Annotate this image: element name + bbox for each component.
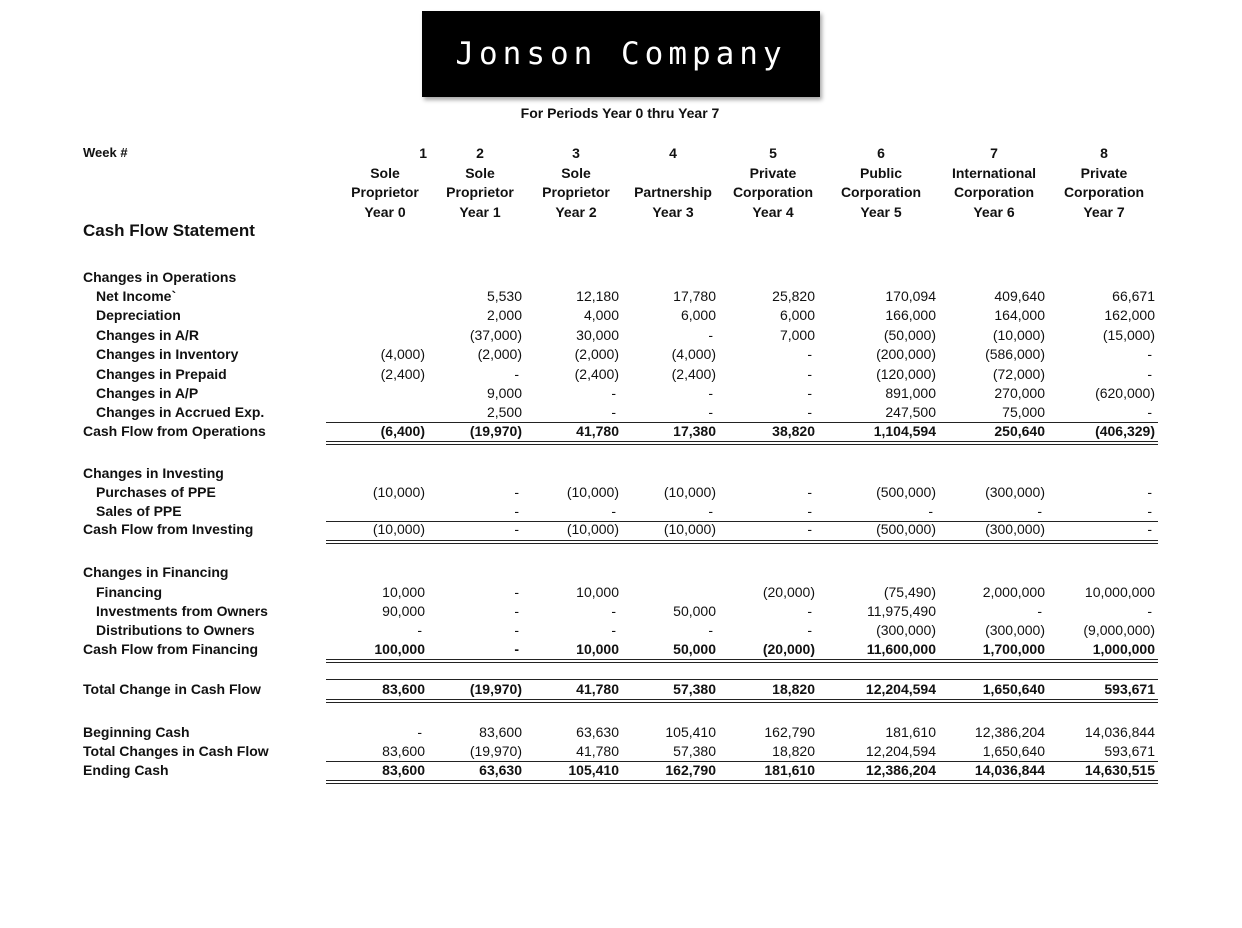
table-rule [326, 422, 1158, 423]
table-cell: - [1147, 346, 1152, 362]
column-header-num: 6 [877, 145, 885, 161]
table-cell: (10,000) [992, 327, 1045, 343]
table-cell: 1,000,000 [1092, 641, 1155, 657]
column-header-7 [934, 144, 1054, 222]
table-cell: 247,500 [885, 404, 936, 420]
table-cell: 6,000 [779, 307, 815, 323]
table-cell: 30,000 [576, 327, 619, 343]
table-cell: 1,650,640 [982, 743, 1045, 759]
table-cell: - [1147, 603, 1152, 619]
table-cell: - [807, 484, 812, 500]
row-label: Ending Cash [83, 762, 169, 778]
row-label: Depreciation [96, 307, 181, 323]
table-cell: (10,000) [372, 484, 425, 500]
row-label: Cash Flow from Operations [83, 423, 266, 439]
column-header-l3: Year 7 [1083, 203, 1125, 220]
column-header-l2: Partnership [634, 184, 712, 200]
column-header-l1: Private [749, 164, 797, 181]
column-header-l1: Sole [561, 164, 591, 181]
table-cell: (37,000) [469, 327, 522, 343]
table-cell: 14,036,844 [974, 762, 1045, 778]
row-label: Sales of PPE [96, 503, 182, 519]
statement-title: Cash Flow Statement [83, 221, 255, 240]
table-cell: - [708, 622, 713, 638]
table-cell: 25,820 [772, 288, 815, 304]
table-cell: (4,000) [380, 346, 425, 362]
table-rule [326, 702, 1158, 703]
table-cell: 10,000 [576, 584, 619, 600]
column-header-l3: Year 4 [752, 203, 794, 220]
table-cell: (620,000) [1095, 385, 1155, 401]
table-cell: 41,780 [576, 743, 619, 759]
column-header-num: 3 [572, 145, 580, 161]
table-cell: - [611, 385, 616, 401]
table-cell: (10,000) [663, 484, 716, 500]
table-cell: (4,000) [671, 346, 716, 362]
column-header-l1: Sole [465, 164, 495, 181]
table-cell: 170,094 [885, 288, 936, 304]
table-cell: 75,000 [1002, 404, 1045, 420]
table-cell: 57,380 [673, 743, 716, 759]
table-cell: (300,000) [985, 484, 1045, 500]
column-header-l1: Public [859, 164, 902, 181]
table-cell: 12,204,594 [865, 681, 936, 697]
table-cell: - [708, 327, 713, 343]
row-label: Beginning Cash [83, 724, 190, 740]
row-label: Cash Flow from Financing [83, 641, 259, 657]
table-cell: 9,000 [486, 385, 522, 401]
table-cell: (10,000) [663, 521, 716, 537]
column-header-l3: Year 5 [860, 203, 902, 220]
table-cell: 10,000,000 [1084, 584, 1155, 600]
table-cell: - [1037, 503, 1042, 519]
table-cell: (500,000) [876, 484, 936, 500]
row-label: Changes in Financing [83, 564, 229, 580]
table-cell: - [1147, 521, 1152, 537]
table-cell: - [807, 366, 812, 382]
column-header-l2: Corporation [840, 184, 922, 200]
table-cell: 90,000 [382, 603, 425, 619]
table-rule [326, 761, 1158, 762]
row-label: Changes in Prepaid [96, 366, 227, 382]
column-header-l3: Year 2 [555, 203, 597, 220]
table-cell: - [514, 503, 519, 519]
table-cell: (15,000) [1102, 327, 1155, 343]
table-cell: 38,820 [772, 423, 815, 439]
table-cell: - [1147, 404, 1152, 420]
table-cell: 83,600 [479, 724, 522, 740]
row-label: Changes in Investing [83, 465, 224, 481]
table-cell: - [928, 503, 933, 519]
table-cell: 57,380 [673, 681, 716, 697]
table-rule [326, 444, 1158, 445]
table-cell: - [611, 404, 616, 420]
table-cell: (10,000) [566, 521, 619, 537]
column-header-l1: International [951, 164, 1036, 181]
table-rule [326, 659, 1158, 660]
row-label: Changes in Inventory [96, 346, 239, 362]
table-cell: 41,780 [576, 681, 619, 697]
column-header-l2: Proprietor [446, 184, 514, 200]
column-header-l1: Sole [370, 164, 400, 181]
table-cell: 409,640 [994, 288, 1045, 304]
table-cell: (300,000) [985, 521, 1045, 537]
table-cell: 181,610 [885, 724, 936, 740]
table-cell: (2,400) [671, 366, 716, 382]
row-label: Changes in A/P [96, 385, 199, 401]
table-cell: (19,970) [469, 743, 522, 759]
column-header-num: 7 [990, 145, 998, 161]
table-cell: 41,780 [576, 423, 619, 439]
table-cell: 2,500 [486, 404, 522, 420]
column-header-l2: Corporation [1063, 184, 1145, 200]
row-label: Total Change in Cash Flow [83, 681, 261, 697]
table-cell: - [708, 404, 713, 420]
table-cell: 181,610 [764, 762, 815, 778]
column-header-l3: Year 0 [364, 203, 406, 220]
table-cell: (19,970) [469, 423, 522, 439]
table-cell: (406,329) [1095, 423, 1155, 439]
table-cell: 50,000 [673, 641, 716, 657]
table-cell: 83,600 [382, 743, 425, 759]
table-cell: 7,000 [779, 327, 815, 343]
table-rule [326, 780, 1158, 781]
row-label: Changes in A/R [96, 327, 199, 343]
column-header-l3: Year 1 [459, 203, 501, 220]
table-cell: 18,820 [772, 743, 815, 759]
table-cell: - [514, 603, 519, 619]
table-cell: 2,000 [486, 307, 522, 323]
table-cell: 164,000 [994, 307, 1045, 323]
table-cell: 63,630 [479, 762, 522, 778]
table-cell: - [807, 503, 812, 519]
table-rule [326, 783, 1158, 784]
table-cell: (120,000) [876, 366, 936, 382]
row-label: Cash Flow from Investing [83, 521, 254, 537]
column-header-5 [713, 144, 833, 222]
table-cell: 1,104,594 [873, 423, 936, 439]
table-cell: 250,640 [994, 423, 1045, 439]
column-header-l3: Year 6 [973, 203, 1015, 220]
table-cell: 4,000 [583, 307, 619, 323]
table-cell: 12,204,594 [865, 743, 936, 759]
company-name: Jonson Company [455, 36, 787, 72]
week-label: Week # [83, 145, 128, 160]
table-cell: - [807, 622, 812, 638]
table-cell: 50,000 [673, 603, 716, 619]
table-cell: (10,000) [372, 521, 425, 537]
row-label: Distributions to Owners [96, 622, 255, 638]
table-cell: 162,790 [665, 762, 716, 778]
table-cell: 162,790 [764, 724, 815, 740]
table-cell: 83,600 [382, 681, 425, 697]
table-cell: - [611, 622, 616, 638]
column-header-l1: Private [1080, 164, 1128, 181]
table-cell: - [708, 503, 713, 519]
table-rule [326, 521, 1158, 522]
table-rule [326, 662, 1158, 663]
table-cell: - [611, 603, 616, 619]
table-cell: 11,975,490 [866, 603, 936, 619]
table-cell: - [807, 404, 812, 420]
row-label: Financing [96, 584, 163, 600]
table-cell: - [611, 503, 616, 519]
column-header-l2: Corporation [732, 184, 814, 200]
table-cell: (300,000) [876, 622, 936, 638]
row-label: Changes in Operations [83, 269, 237, 285]
table-cell: (20,000) [762, 584, 815, 600]
table-cell: - [514, 366, 519, 382]
column-header-num: 4 [669, 145, 677, 161]
table-cell: - [514, 641, 519, 657]
table-cell: (19,970) [469, 681, 522, 697]
table-cell: 105,410 [665, 724, 716, 740]
table-cell: 17,780 [673, 288, 716, 304]
table-cell: 10,000 [382, 584, 425, 600]
column-header-num: 2 [476, 145, 484, 161]
table-cell: 891,000 [885, 385, 936, 401]
table-cell: 162,000 [1104, 307, 1155, 323]
table-cell: 12,386,204 [974, 724, 1045, 740]
table-cell: (72,000) [992, 366, 1045, 382]
table-cell: 166,000 [885, 307, 936, 323]
table-cell: - [514, 521, 519, 537]
table-cell: 63,630 [576, 724, 619, 740]
table-cell: 593,671 [1104, 743, 1155, 759]
table-cell: - [807, 603, 812, 619]
table-cell: 12,180 [576, 288, 619, 304]
row-label: Investments from Owners [96, 603, 268, 619]
table-cell: (2,400) [574, 366, 619, 382]
table-cell: 14,630,515 [1084, 762, 1155, 778]
table-cell: - [807, 385, 812, 401]
table-cell: (75,490) [883, 584, 936, 600]
table-cell: (200,000) [876, 346, 936, 362]
table-cell: 2,000,000 [982, 584, 1045, 600]
table-cell: - [807, 521, 812, 537]
column-header-num: 5 [769, 145, 777, 161]
row-label: Total Changes in Cash Flow [83, 743, 269, 759]
table-cell: - [1147, 503, 1152, 519]
column-header-l2: Proprietor [542, 184, 610, 200]
column-header-l3: Year 3 [652, 203, 694, 220]
column-header-l2: Corporation [953, 184, 1035, 200]
column-header-num: 8 [1100, 145, 1108, 161]
table-cell: (2,000) [477, 346, 522, 362]
table-rule [326, 679, 1158, 680]
company-title-banner [422, 11, 820, 97]
table-cell: 12,386,204 [865, 762, 936, 778]
table-cell: 100,000 [374, 641, 425, 657]
table-cell: (9,000,000) [1083, 622, 1155, 638]
table-cell: (20,000) [762, 641, 815, 657]
table-rule [326, 543, 1158, 544]
table-cell: 593,671 [1104, 681, 1155, 697]
table-cell: 10,000 [576, 641, 619, 657]
table-cell: - [708, 385, 713, 401]
row-label: Net Income` [96, 288, 177, 304]
table-cell: - [1037, 603, 1042, 619]
table-cell: (50,000) [883, 327, 936, 343]
table-cell: (6,400) [380, 423, 425, 439]
table-cell: 1,700,000 [982, 641, 1045, 657]
table-cell: (10,000) [566, 484, 619, 500]
table-cell: - [514, 584, 519, 600]
table-cell: (300,000) [985, 622, 1045, 638]
table-cell: 1,650,640 [982, 681, 1045, 697]
table-rule [326, 540, 1158, 541]
table-cell: - [514, 484, 519, 500]
table-cell: 5,530 [486, 288, 522, 304]
row-label: Purchases of PPE [96, 484, 216, 500]
column-header-6 [821, 144, 941, 222]
table-cell: 83,600 [382, 762, 425, 778]
table-rule [326, 699, 1158, 700]
table-cell: (2,400) [380, 366, 425, 382]
table-cell: - [417, 724, 422, 740]
table-rule [326, 441, 1158, 442]
table-cell: - [1147, 484, 1152, 500]
table-cell: 66,671 [1112, 288, 1155, 304]
table-cell: (586,000) [985, 346, 1045, 362]
table-cell: - [417, 622, 422, 638]
table-cell: (2,000) [574, 346, 619, 362]
column-header-8 [1044, 144, 1164, 222]
table-cell: 17,380 [673, 423, 716, 439]
report-subtitle: For Periods Year 0 thru Year 7 [520, 105, 720, 121]
table-cell: - [514, 622, 519, 638]
column-header-l2: Proprietor [351, 184, 419, 200]
table-cell: 14,036,844 [1084, 724, 1155, 740]
table-cell: 11,600,000 [866, 641, 936, 657]
table-cell: 105,410 [568, 762, 619, 778]
table-cell: 6,000 [680, 307, 716, 323]
table-cell: 270,000 [994, 385, 1045, 401]
table-cell: (500,000) [876, 521, 936, 537]
row-label: Changes in Accrued Exp. [96, 404, 265, 420]
table-cell: 18,820 [772, 681, 815, 697]
column-header-num: 1 [419, 145, 427, 161]
table-cell: - [1147, 366, 1152, 382]
table-cell: - [807, 346, 812, 362]
